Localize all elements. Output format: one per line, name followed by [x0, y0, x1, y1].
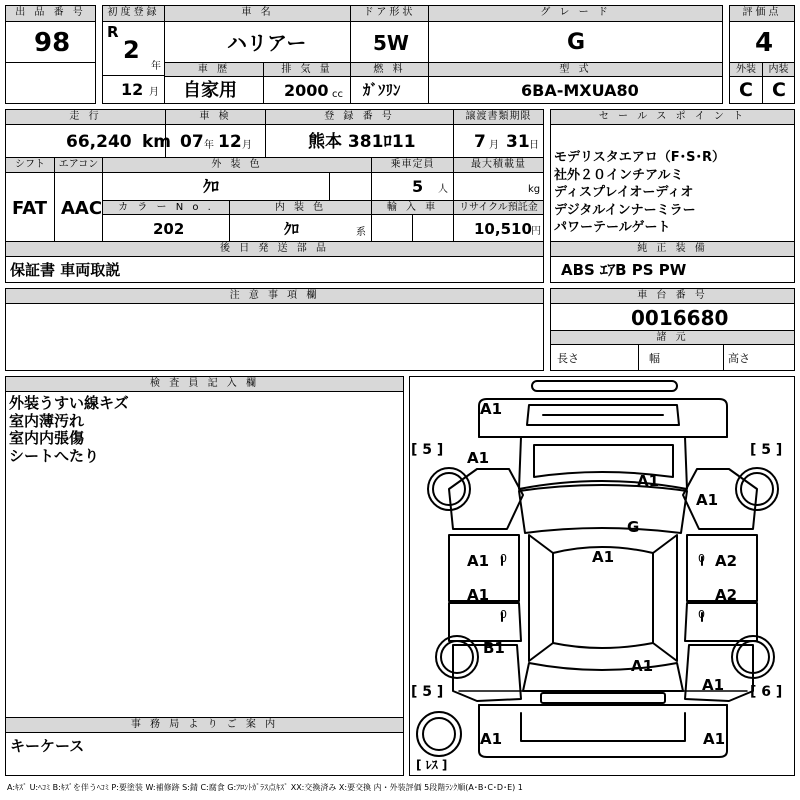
car-name: ハリアー — [227, 31, 307, 55]
spec-width-label: 幅 — [649, 352, 660, 365]
mark-roof: A1 — [592, 548, 615, 566]
history: 自家用 — [183, 80, 237, 101]
spec-length-label: 長さ — [557, 352, 579, 365]
mileage-unit: km — [142, 132, 172, 152]
transfer-month-unit: 月 — [489, 140, 499, 151]
door-header: ドア形状 — [350, 5, 429, 22]
later-parts-header: 後 日 発 送 部 品 — [5, 241, 544, 257]
history-header: 車 歴 — [164, 62, 264, 77]
inspection-month-unit: 月 — [242, 140, 252, 151]
door-type: 5W — [373, 31, 409, 55]
chassis-header: 車 台 番 号 — [550, 288, 795, 304]
office-note: キーケース — [10, 737, 85, 755]
genuine-equipment: ABS ｴｱB PS PW — [561, 261, 687, 279]
chassis-cell — [550, 303, 795, 331]
capacity-unit: 人 — [438, 184, 448, 195]
mileage: 66,240 — [66, 132, 132, 152]
grade: G — [567, 30, 586, 55]
exterior-score-cell — [729, 76, 763, 104]
shift: FAT — [12, 198, 48, 219]
exterior-score: C — [739, 79, 753, 101]
transfer-day: 31 — [506, 132, 530, 152]
int-color-unit: 系 — [356, 227, 366, 238]
inspector-note: 室内内張傷 — [9, 429, 85, 447]
capacity-cell — [371, 172, 454, 201]
sales-points-header: セ ー ル ス ポ イ ン ト — [550, 109, 795, 125]
int-color-cell — [229, 214, 372, 242]
spare-tire-label: [ ﾚｽ ] — [416, 758, 448, 772]
office-header: 事 務 局 よ り ご 案 内 — [5, 717, 404, 733]
first-reg-cell — [102, 21, 165, 76]
aircon-cell — [54, 172, 103, 242]
mark-right-rear-door: A2 — [715, 586, 738, 604]
inspection-year: 07 — [180, 132, 204, 152]
recycle-cell — [453, 214, 544, 242]
car-diagram — [409, 376, 795, 776]
inspector-area — [5, 391, 404, 718]
car-name-cell — [164, 21, 351, 63]
score: 4 — [755, 28, 774, 58]
mark-rear-bumper-left: A1 — [480, 730, 503, 748]
door-zero: 0 — [500, 552, 507, 565]
tire-front-left-label: [ 5 ] — [411, 442, 444, 458]
ext-color: ｸﾛ — [203, 177, 220, 196]
transfer-day-unit: 日 — [529, 140, 539, 151]
transfer-header: 譲渡書類期限 — [453, 109, 544, 125]
displacement-header: 排 気 量 — [263, 62, 351, 77]
import-cell-b — [412, 214, 454, 242]
car-name-header: 車 名 — [164, 5, 351, 22]
mark-trunk: A1 — [631, 657, 654, 675]
door-zero: 0 — [500, 608, 507, 621]
office-area — [5, 732, 404, 776]
notes-area — [5, 303, 544, 371]
recycle-header: リサイクル預託金 — [453, 200, 544, 215]
mark-rear-bumper-right: A1 — [703, 730, 726, 748]
recycle-unit: 円 — [531, 226, 541, 237]
inspector-notes — [9, 395, 129, 465]
grade-header: グ レ ー ド — [428, 5, 723, 22]
displacement-unit: cc — [332, 89, 343, 100]
lot-no-cell — [5, 21, 96, 63]
inspection-year-unit: 年 — [204, 140, 214, 151]
reg-no-header: 登 録 番 号 — [265, 109, 454, 125]
sales-points-cell — [550, 124, 795, 242]
capacity-header: 乗車定員 — [371, 157, 454, 173]
interior-score: C — [772, 79, 786, 101]
notes-header: 注 意 事 項 欄 — [5, 288, 544, 304]
first-reg-era: R — [107, 23, 119, 41]
color-no: 202 — [153, 220, 185, 238]
ext-color-extra — [329, 172, 372, 201]
displacement-cell — [263, 76, 351, 104]
mark-right-rear-fender: A1 — [702, 676, 725, 694]
score-cell — [729, 21, 795, 63]
later-parts: 保証書 車両取説 — [10, 261, 121, 279]
max-load-cell — [453, 172, 544, 201]
door-cell — [350, 21, 429, 63]
model-header: 型 式 — [428, 62, 723, 77]
shift-header: シフト — [5, 157, 55, 173]
reg-no-cell — [265, 124, 454, 158]
inspector-note: シートへたり — [9, 446, 100, 465]
car-outline-svg — [410, 377, 794, 775]
mileage-cell — [5, 124, 172, 158]
recycle-fee: 10,510 — [474, 220, 532, 238]
grade-cell — [428, 21, 723, 63]
sales-points-list — [554, 149, 725, 237]
spec-height-label: 高さ — [728, 352, 750, 365]
spec-length-cell — [550, 344, 639, 371]
import-header: 輸 入 車 — [371, 200, 454, 215]
tire-rear-right-label: [ 6 ] — [750, 684, 783, 700]
color-no-cell — [102, 214, 230, 242]
ext-color-cell — [102, 172, 330, 201]
genuine-header: 純 正 装 備 — [550, 241, 795, 257]
model: 6BA-MXUA80 — [521, 81, 639, 100]
specs-header: 諸 元 — [550, 330, 795, 345]
reg-no: 熊本 381ﾛ11 — [308, 132, 416, 152]
fuel-header: 燃 料 — [350, 62, 429, 77]
sales-point: ディスプレイオーディオ — [554, 185, 694, 200]
spec-height-cell — [723, 344, 795, 371]
color-no-header: カ ラ ー N o . — [102, 200, 230, 215]
fuel-cell — [350, 76, 429, 104]
mark-front-right-fender: A1 — [696, 491, 719, 509]
exterior-header: 外装 — [729, 62, 763, 77]
sales-point: 社外２０インチアルミ — [554, 167, 684, 183]
mileage-header: 走 行 — [5, 109, 166, 125]
inspector-note: 室内薄汚れ — [9, 411, 85, 430]
lot-no-header: 出 品 番 号 — [5, 5, 96, 22]
shift-cell — [5, 172, 55, 242]
door-zero: 0 — [698, 552, 705, 565]
mark-bonnet: A1 — [637, 472, 660, 490]
mark-right-front-door: A2 — [715, 552, 738, 570]
mark-front-left-fender: A1 — [467, 449, 490, 467]
mark-glass: G — [627, 518, 640, 536]
transfer-cell — [453, 124, 544, 158]
history-cell — [164, 76, 264, 104]
inspection-cell — [165, 124, 266, 158]
later-parts-cell — [5, 256, 544, 283]
int-color: ｸﾛ — [284, 220, 300, 238]
inspection-month: 12 — [218, 132, 242, 152]
interior-score-cell — [762, 76, 795, 104]
mark-left-rear-door: A1 — [467, 586, 490, 604]
inspector-header: 検 査 員 記 入 欄 — [5, 376, 404, 392]
import-cell-a — [371, 214, 413, 242]
tire-rear-left-label: [ 5 ] — [411, 684, 444, 700]
first-reg-year-unit: 年 — [151, 61, 161, 72]
fuel: ｶﾞｿﾘﾝ — [363, 81, 401, 99]
inspection-header: 車 検 — [165, 109, 266, 125]
mark-left-rear-fender: B1 — [483, 639, 505, 657]
max-load-header: 最大積載量 — [453, 157, 544, 173]
first-reg-month-cell — [102, 75, 165, 104]
mark-front-bumper: A1 — [480, 400, 503, 418]
max-load-unit: kg — [528, 184, 541, 195]
spec-width-cell — [638, 344, 724, 371]
genuine-cell — [550, 256, 795, 283]
aircon: AAC — [61, 198, 103, 219]
sales-point: モデリスタエアロ（F･S･R） — [554, 150, 725, 165]
legend-text: A:ｷｽﾞ U:ﾍｺﾐ B:ｷｽﾞを伴うﾍｺﾐ P:要塗装 W:補修跡 S:錆 C:腐食 G:ﾌﾛﾝﾄｶﾞﾗｽ点ｷｽﾞ XX:交換済み X:要交換 内・外装評価 5段階ﾗﾝｸ順(A･B･C･D･E) 1 — [7, 783, 523, 792]
sales-point: デジタルインナーミラー — [554, 202, 696, 218]
door-zero: 0 — [698, 608, 705, 621]
model-cell — [428, 76, 723, 104]
tire-front-right-label: [ 5 ] — [750, 442, 783, 458]
chassis-no: 0016680 — [631, 306, 729, 330]
transfer-month: 7 — [474, 132, 486, 152]
capacity: 5 — [412, 177, 424, 196]
sales-point: パワーテールゲート — [554, 220, 671, 235]
interior-header: 内装 — [762, 62, 795, 77]
displacement: 2000 — [284, 81, 329, 100]
inspector-note: 外装うすい線キズ — [9, 394, 129, 412]
first-reg-month-unit: 月 — [149, 87, 159, 98]
lot-no-blank — [5, 62, 96, 104]
lot-no: 98 — [34, 28, 71, 58]
first-reg-month: 12 — [121, 80, 144, 99]
first-reg-year: 2 — [123, 36, 140, 64]
int-color-header: 内 装 色 — [229, 200, 372, 215]
mark-left-front-door: A1 — [467, 552, 490, 570]
ext-color-header: 外 装 色 — [102, 157, 372, 173]
aircon-header: エアコン — [54, 157, 103, 173]
first-reg-header: 初度登録 — [102, 5, 165, 22]
score-header: 評価点 — [729, 5, 795, 22]
